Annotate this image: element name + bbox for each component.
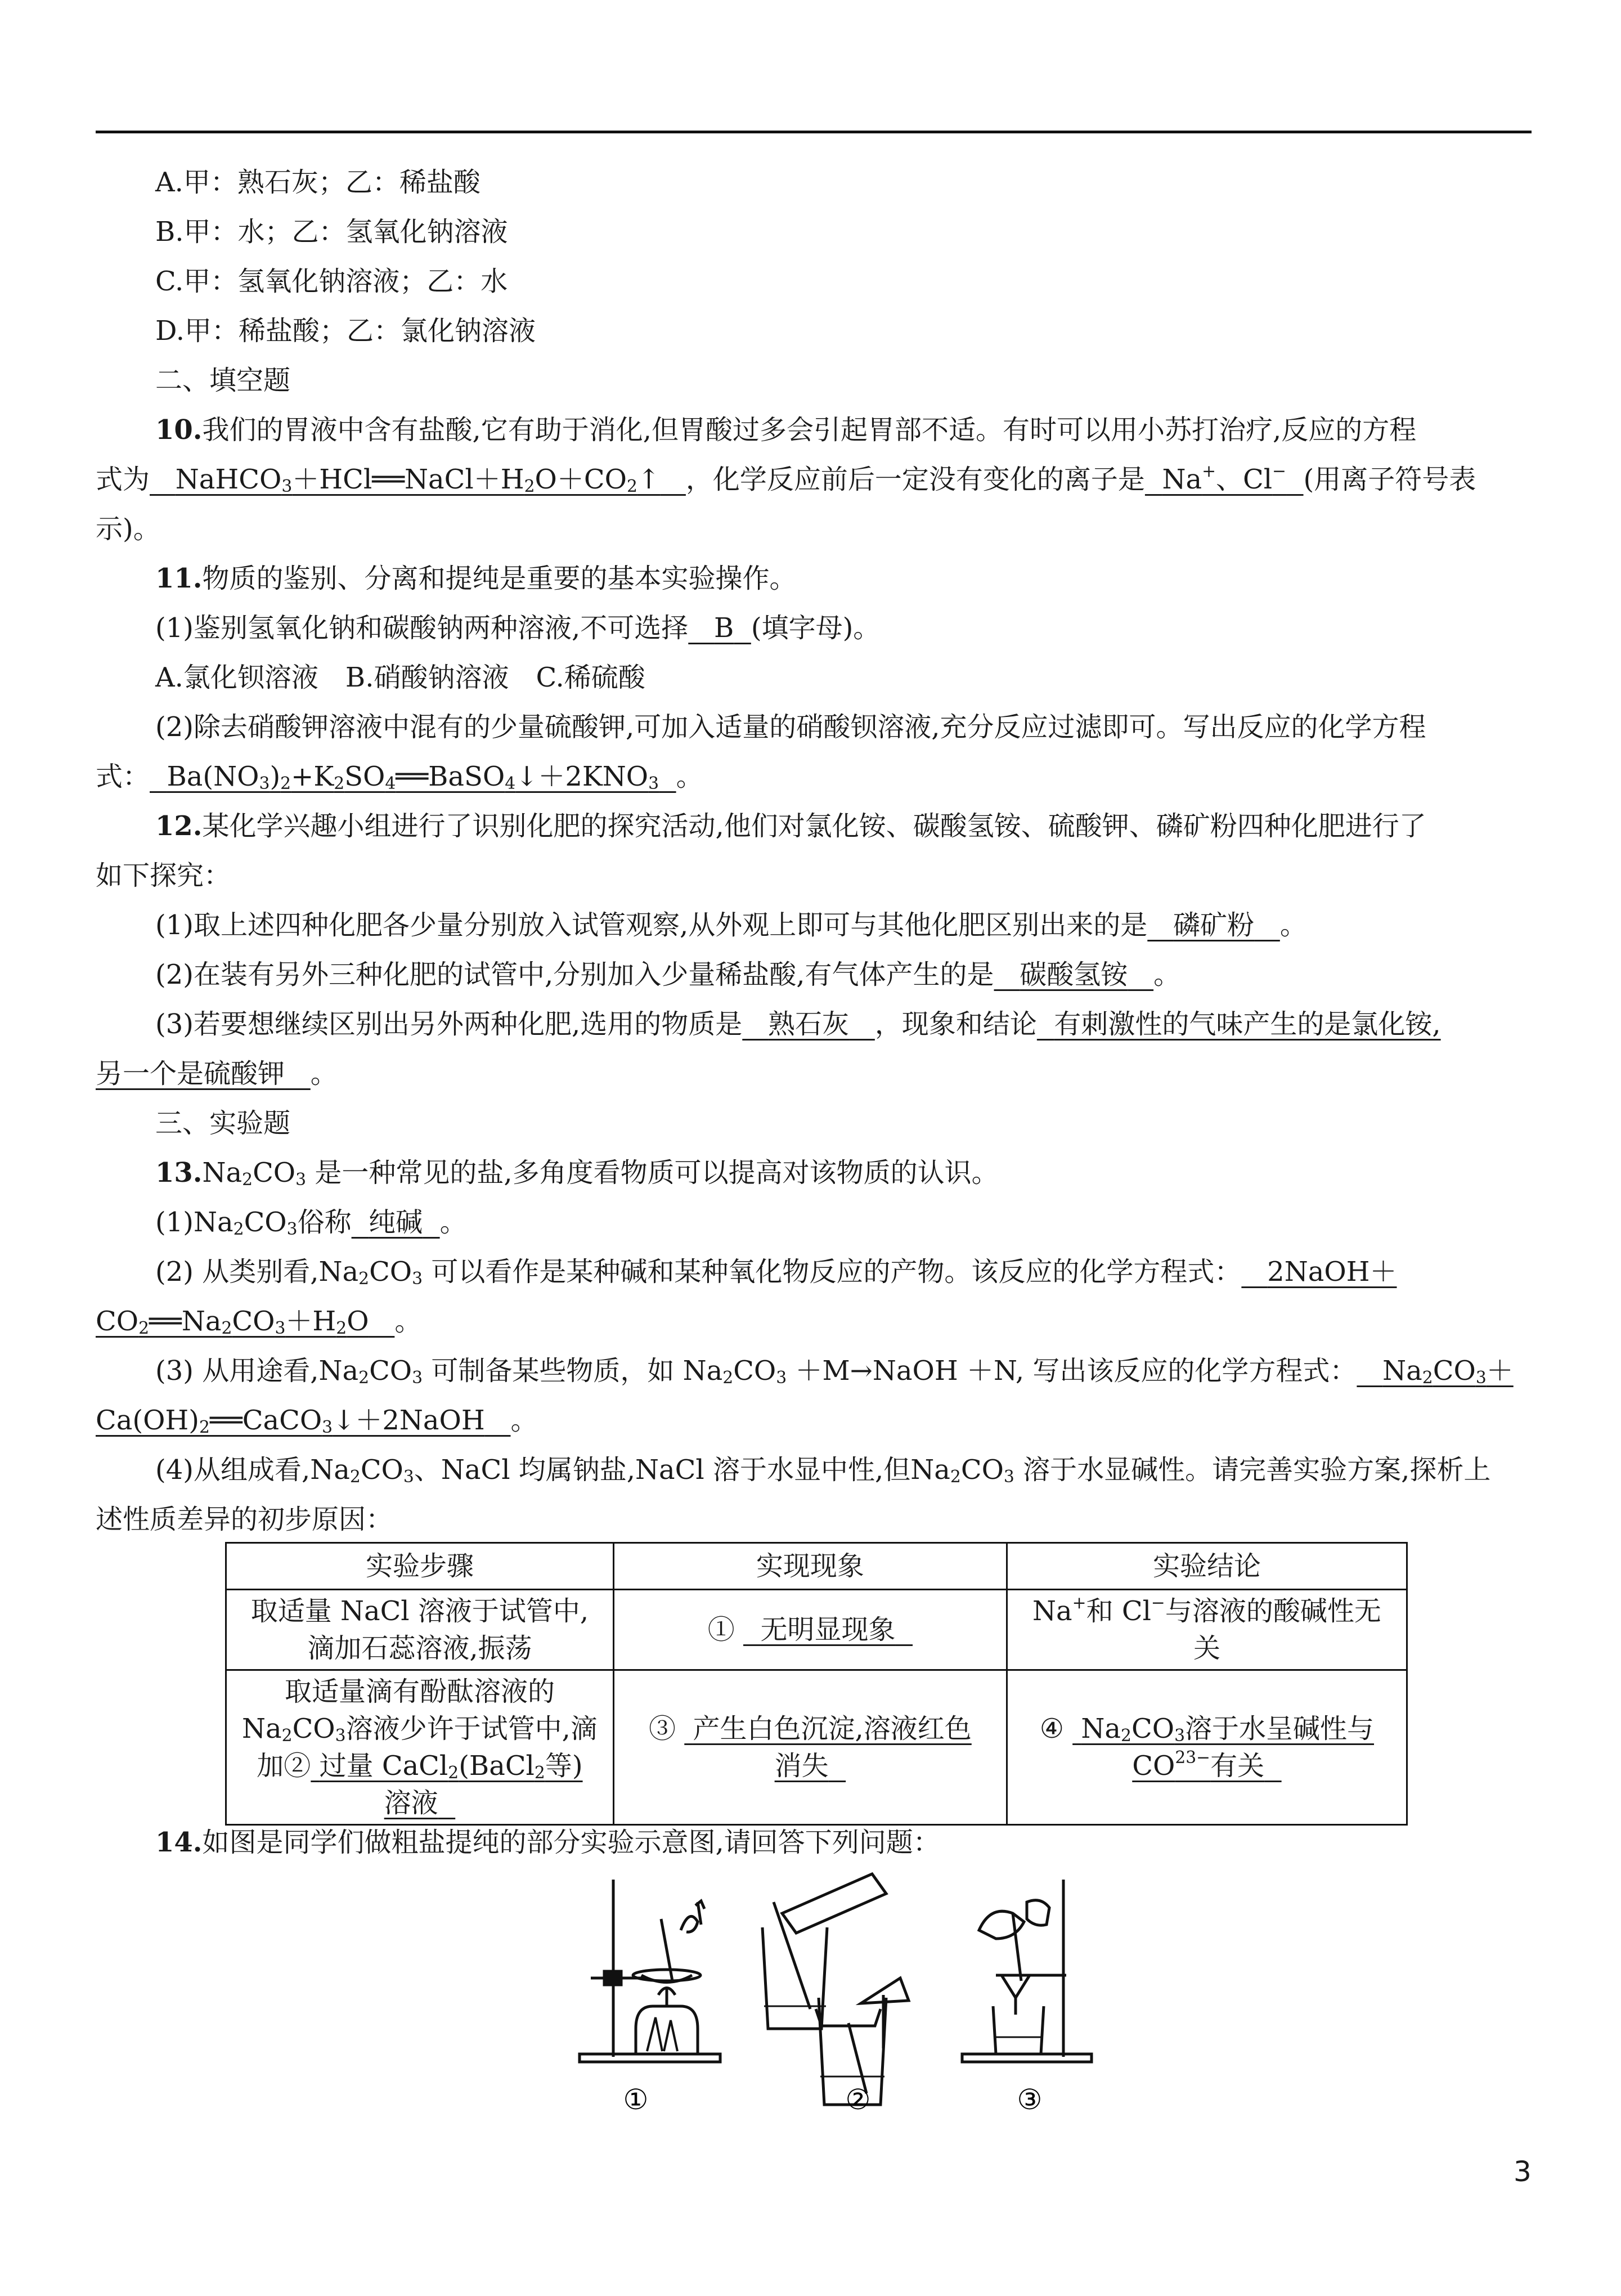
table-answer-2: 过量 CaCl$_2$(BaCl$_2$等) xyxy=(319,1750,583,1783)
q12-answer-2: 碳酸氢铵 xyxy=(1020,959,1128,990)
table-header: 实现现象 xyxy=(613,1543,1007,1590)
q10-number: 10. xyxy=(155,414,203,446)
page-content xyxy=(96,158,1532,1544)
q10-line1: 10.我们的胃液中含有盐酸,它有助于消化,但胃酸过多会引起胃部不适。有时可以用小苏打治疗,反应的方程 xyxy=(155,414,1417,446)
section-title-fill-blank: 二、填空题 xyxy=(155,365,291,396)
table-header-row xyxy=(226,1543,1407,1590)
q13-answer-2a: 2NaOH＋ xyxy=(1267,1256,1397,1288)
q11-part1: (1)鉴别氢氧化钠和碳酸钠两种溶液,不可选择 B (填字母)。 xyxy=(155,612,881,644)
page-number: 3 xyxy=(1514,2155,1532,2188)
filtration-apparatus xyxy=(962,1880,1092,2062)
figure-label-3: ③ xyxy=(1017,2083,1043,2116)
q13-part4-cont: 述性质差异的初步原因： xyxy=(96,1504,393,1535)
figure-label-1: ① xyxy=(623,2083,649,2116)
q13-line1: $13.Na_2CO_3$ 是一种常见的盐,多角度看物质可以提高对该物质的认识。 xyxy=(155,1157,999,1190)
table-answer-4: $Na_2CO_3$溶于水呈碱性与 xyxy=(1081,1713,1375,1746)
q11-options: A.氯化钡溶液 B.硝酸钠溶液 C.稀硫酸 xyxy=(155,662,645,693)
table-header: 实验步骤 xyxy=(226,1543,614,1590)
salt-purification-figure xyxy=(568,1868,1120,2116)
q13-part2: (2) 从类别看$,Na_2CO_3$ 可以看作是某种碱和某种氧化物反应的产物。该反应的化学方程式： 2NaOH＋ xyxy=(155,1256,1397,1289)
q10-answer-ions: Na+、Cl− xyxy=(1162,461,1287,495)
q10-line2: 式为 $NaHCO_3+HCl══NaCl+H_2O+CO_2↑$ ，化学反应前后一定没有变化的离子是 Na+、Cl− (用离子符号表 xyxy=(96,461,1476,496)
q11-answer-1: B xyxy=(714,612,734,644)
option-a: A.甲：熟石灰；乙：稀盐酸 xyxy=(155,167,481,198)
q13-answer-2b: $CO_2══Na_2CO_3+H_2O$ xyxy=(96,1306,369,1338)
q13-answer-3b: $Ca(OH)_2══CaCO_3↓+2NaOH$ xyxy=(96,1405,485,1437)
header-rule xyxy=(96,131,1532,133)
evaporation-apparatus xyxy=(580,1880,720,2062)
q13-answer-1: 纯碱 xyxy=(369,1207,423,1238)
table-row xyxy=(226,1590,1407,1670)
q13-part2-cont: $CO_2══Na_2CO_3+H_2O$ 。 xyxy=(96,1306,422,1338)
q13-part4: (4)从组成看$,Na_2CO_3$、NaCl 均属钠盐,NaCl 溶于水显中性,但$Na_2CO_3$ 溶于水显碱性。请完善实验方案,探析上 xyxy=(155,1454,1491,1487)
option-d: D.甲：稀盐酸；乙：氯化钠溶液 xyxy=(155,315,536,347)
q13-part3-cont: $Ca(OH)_2══CaCO_3↓+2NaOH$ 。 xyxy=(96,1405,538,1437)
q12-answer-4b: 另一个是硫酸钾 xyxy=(96,1058,285,1089)
q12-part3-cont: 另一个是硫酸钾 。 xyxy=(96,1058,338,1089)
q14-block xyxy=(96,1818,1532,1867)
q10-answer-equation: $NaHCO_3+HCl══NaCl+H_2O+CO_2↑$ xyxy=(175,464,661,496)
q11-line1: 11.物质的鉴别、分离和提纯是重要的基本实验操作。 xyxy=(155,563,797,594)
table-cell: ① 无明显现象 xyxy=(613,1590,1007,1670)
experiment-table xyxy=(225,1542,1408,1826)
table-cell: 取适量 NaCl 溶液于试管中, 滴加石蕊溶液,振荡 xyxy=(226,1590,614,1670)
q12-answer-1: 磷矿粉 xyxy=(1173,909,1255,941)
q10-line3: 示)。 xyxy=(96,513,160,545)
q11-answer-2: $Ba(NO_3)_2+K_2SO_4══BaSO_4↓+2KNO_3$ xyxy=(167,761,659,793)
option-c: C.甲：氢氧化钠溶液；乙：水 xyxy=(155,266,508,297)
table-row xyxy=(226,1670,1407,1825)
q12-line2: 如下探究： xyxy=(96,860,231,891)
table-answer-1: 无明显现象 xyxy=(760,1614,896,1645)
table-cell: 取适量滴有酚酞溶液的 $Na_2CO_3$溶液少许于试管中,滴 加② 过量 CaCl$_2$(BaCl$_2$等) 溶液 xyxy=(226,1670,614,1825)
table-answer-3: 产生白色沉淀,溶液红色 xyxy=(693,1713,972,1745)
q12-part2: (2)在装有另外三种化肥的试管中,分别加入少量稀盐酸,有气体产生的是 碳酸氢铵 。 xyxy=(155,959,1181,990)
option-b: B.甲：水；乙：氢氧化钠溶液 xyxy=(155,216,508,248)
q13-answer-3a: $Na_2CO_3+$ xyxy=(1382,1355,1514,1388)
q14-line1: 14.如图是同学们做粗盐提纯的部分实验示意图,请回答下列问题： xyxy=(155,1827,940,1858)
table-cell: ④ $Na_2CO_3$溶于水呈碱性与 $CO^{23-}$有关 xyxy=(1007,1670,1407,1825)
q12-answer-4a: 有刺激性的气味产生的是氯化铵, xyxy=(1054,1008,1441,1040)
table-header: 实验结论 xyxy=(1007,1543,1407,1590)
q13-part1: $(1)Na_2CO_3$俗称 纯碱 。 xyxy=(155,1207,467,1239)
q13-part3: (3) 从用途看$,Na_2CO_3$ 可制备某些物质，如 $Na_2CO_3$ ＋M→NaOH ＋N, 写出该反应的化学方程式： $Na_2CO_3+$ xyxy=(155,1355,1514,1388)
section-title-experiment: 三、实验题 xyxy=(155,1107,291,1139)
table-cell: ③ 产生白色沉淀,溶液红色 消失 xyxy=(613,1670,1007,1825)
dissolve-filter-apparatus xyxy=(762,1874,909,2105)
q12-part3: (3)若要想继续区别出另外两种化肥,选用的物质是 熟石灰 ，现象和结论 有刺激性的气味产生的是氯化铵, xyxy=(155,1008,1441,1040)
q12-line1: 12.某化学兴趣小组进行了识别化肥的探究活动,他们对氯化铵、碳酸氢铵、硫酸钾、磷矿粉四种化肥进行了 xyxy=(155,810,1426,842)
q11-part2: (2)除去硝酸钾溶液中混有的少量硫酸钾,可加入适量的硝酸钡溶液,充分反应过滤即可。写出反应的化学方程 xyxy=(155,711,1426,743)
q12-answer-3: 熟石灰 xyxy=(768,1008,850,1040)
q12-part1: (1)取上述四种化肥各少量分别放入试管观察,从外观上即可与其他化肥区别出来的是 磷矿粉 。 xyxy=(155,909,1307,941)
figure-label-2: ② xyxy=(845,2083,871,2116)
q11-part2-eq: 式： $Ba(NO_3)_2+K_2SO_4══BaSO_4↓+2KNO_3$ 。 xyxy=(96,761,703,793)
table-cell: Na+和 Cl−与溶液的酸碱性无 关 xyxy=(1007,1590,1407,1670)
